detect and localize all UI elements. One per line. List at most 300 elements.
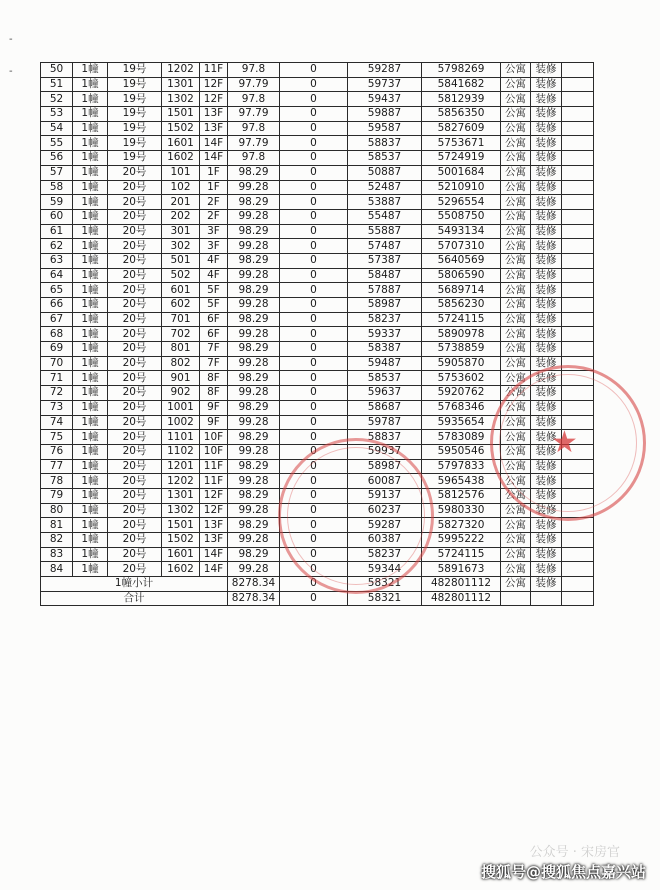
unit-price-cell: 50887 <box>348 165 422 180</box>
floor-cell: 13F <box>200 107 228 122</box>
unit-price-cell: 59937 <box>348 444 422 459</box>
usage-cell: 公寓 <box>501 488 531 503</box>
row-number-cell: 75 <box>41 430 73 445</box>
zero-value-cell: 0 <box>280 195 348 210</box>
usage-cell: 公寓 <box>501 195 531 210</box>
unit-block-cell: 20号 <box>108 488 162 503</box>
building-cell: 1幢 <box>73 459 108 474</box>
zero-value-cell: 0 <box>280 577 348 592</box>
row-number-cell: 70 <box>41 356 73 371</box>
unit-block-cell: 20号 <box>108 342 162 357</box>
building-cell: 1幢 <box>73 195 108 210</box>
unit-block-cell: 20号 <box>108 386 162 401</box>
usage-cell: 公寓 <box>501 92 531 107</box>
table-row <box>41 180 594 195</box>
grand-total-row <box>41 591 594 606</box>
area-cell: 99.28 <box>228 356 280 371</box>
row-number-cell: 64 <box>41 268 73 283</box>
total-price-cell: 482801112 <box>422 577 501 592</box>
unit-block-cell: 20号 <box>108 253 162 268</box>
empty-cell <box>562 342 594 357</box>
empty-cell <box>562 209 594 224</box>
room-number-cell: 102 <box>162 180 200 195</box>
table-row <box>41 356 594 371</box>
table-row <box>41 444 594 459</box>
usage-cell <box>501 591 531 606</box>
empty-cell <box>562 63 594 78</box>
unit-block-cell: 20号 <box>108 562 162 577</box>
usage-cell: 公寓 <box>501 342 531 357</box>
unit-price-cell: 58537 <box>348 371 422 386</box>
area-cell: 99.28 <box>228 239 280 254</box>
total-price-cell: 5783089 <box>422 430 501 445</box>
decoration-cell: 装修 <box>531 459 562 474</box>
total-price-cell: 5724919 <box>422 151 501 166</box>
building-cell: 1幢 <box>73 298 108 313</box>
area-cell: 99.28 <box>228 180 280 195</box>
table-row <box>41 430 594 445</box>
total-price-cell: 5707310 <box>422 239 501 254</box>
unit-block-cell: 19号 <box>108 136 162 151</box>
decoration-cell: 装修 <box>531 136 562 151</box>
empty-cell <box>562 533 594 548</box>
total-price-cell: 5812576 <box>422 488 501 503</box>
room-number-cell: 802 <box>162 356 200 371</box>
floor-cell: 1F <box>200 165 228 180</box>
zero-value-cell: 0 <box>280 518 348 533</box>
zero-value-cell: 0 <box>280 224 348 239</box>
floor-cell: 10F <box>200 444 228 459</box>
floor-cell: 8F <box>200 386 228 401</box>
building-cell: 1幢 <box>73 151 108 166</box>
floor-cell: 13F <box>200 533 228 548</box>
room-number-cell: 801 <box>162 342 200 357</box>
empty-cell <box>562 577 594 592</box>
table-row <box>41 562 594 577</box>
unit-block-cell: 20号 <box>108 195 162 210</box>
usage-cell: 公寓 <box>501 121 531 136</box>
decoration-cell: 装修 <box>531 400 562 415</box>
empty-cell <box>562 165 594 180</box>
unit-block-cell: 20号 <box>108 371 162 386</box>
room-number-cell: 501 <box>162 253 200 268</box>
building-cell: 1幢 <box>73 268 108 283</box>
row-number-cell: 77 <box>41 459 73 474</box>
unit-block-cell: 20号 <box>108 283 162 298</box>
zero-value-cell: 0 <box>280 283 348 298</box>
unit-block-cell: 19号 <box>108 77 162 92</box>
row-number-cell: 54 <box>41 121 73 136</box>
decoration-cell: 装修 <box>531 503 562 518</box>
decoration-cell: 装修 <box>531 298 562 313</box>
building-cell: 1幢 <box>73 488 108 503</box>
table-row <box>41 209 594 224</box>
empty-cell <box>562 195 594 210</box>
zero-value-cell: 0 <box>280 165 348 180</box>
empty-cell <box>562 371 594 386</box>
room-number-cell: 1501 <box>162 518 200 533</box>
empty-cell <box>562 268 594 283</box>
zero-value-cell: 0 <box>280 327 348 342</box>
total-price-cell: 5210910 <box>422 180 501 195</box>
room-number-cell: 1202 <box>162 474 200 489</box>
zero-value-cell: 0 <box>280 342 348 357</box>
row-number-cell: 84 <box>41 562 73 577</box>
row-number-cell: 81 <box>41 518 73 533</box>
room-number-cell: 1202 <box>162 63 200 78</box>
area-cell: 98.29 <box>228 195 280 210</box>
area-cell: 98.29 <box>228 283 280 298</box>
table-row <box>41 533 594 548</box>
floor-cell: 14F <box>200 562 228 577</box>
zero-value-cell: 0 <box>280 371 348 386</box>
decoration-cell: 装修 <box>531 386 562 401</box>
floor-cell: 12F <box>200 77 228 92</box>
unit-price-cell: 58837 <box>348 430 422 445</box>
room-number-cell: 1102 <box>162 444 200 459</box>
area-cell: 98.29 <box>228 430 280 445</box>
empty-cell <box>562 253 594 268</box>
decoration-cell: 装修 <box>531 180 562 195</box>
building-cell: 1幢 <box>73 474 108 489</box>
decoration-cell: 装修 <box>531 239 562 254</box>
unit-block-cell: 20号 <box>108 165 162 180</box>
floor-cell: 1F <box>200 180 228 195</box>
usage-cell: 公寓 <box>501 386 531 401</box>
table-row <box>41 195 594 210</box>
building-cell: 1幢 <box>73 312 108 327</box>
area-cell: 99.28 <box>228 474 280 489</box>
table-row <box>41 239 594 254</box>
zero-value-cell: 0 <box>280 591 348 606</box>
zero-value-cell: 0 <box>280 63 348 78</box>
usage-cell: 公寓 <box>501 312 531 327</box>
unit-price-cell: 59287 <box>348 518 422 533</box>
price-list-table <box>40 62 594 606</box>
area-cell: 99.28 <box>228 298 280 313</box>
unit-price-cell: 55487 <box>348 209 422 224</box>
unit-block-cell: 19号 <box>108 107 162 122</box>
unit-price-cell: 59737 <box>348 77 422 92</box>
zero-value-cell: 0 <box>280 209 348 224</box>
table-row <box>41 386 594 401</box>
floor-cell: 5F <box>200 283 228 298</box>
floor-cell: 12F <box>200 488 228 503</box>
usage-cell: 公寓 <box>501 63 531 78</box>
zero-value-cell: 0 <box>280 430 348 445</box>
row-number-cell: 72 <box>41 386 73 401</box>
empty-cell <box>562 444 594 459</box>
row-number-cell: 71 <box>41 371 73 386</box>
empty-cell <box>562 386 594 401</box>
room-number-cell: 901 <box>162 371 200 386</box>
floor-cell: 14F <box>200 151 228 166</box>
usage-cell: 公寓 <box>501 562 531 577</box>
empty-cell <box>562 107 594 122</box>
building-cell: 1幢 <box>73 503 108 518</box>
floor-cell: 12F <box>200 92 228 107</box>
label-cell: 1幢小计 <box>41 577 228 592</box>
room-number-cell: 1502 <box>162 533 200 548</box>
area-cell: 98.29 <box>228 518 280 533</box>
zero-value-cell: 0 <box>280 107 348 122</box>
total-price-cell: 5950546 <box>422 444 501 459</box>
table-row <box>41 488 594 503</box>
building-cell: 1幢 <box>73 63 108 78</box>
decoration-cell: 装修 <box>531 371 562 386</box>
zero-value-cell: 0 <box>280 312 348 327</box>
unit-price-cell: 60387 <box>348 533 422 548</box>
unit-price-cell: 58237 <box>348 547 422 562</box>
room-number-cell: 1001 <box>162 400 200 415</box>
area-cell: 97.8 <box>228 92 280 107</box>
decoration-cell: 装修 <box>531 63 562 78</box>
total-price-cell: 5905870 <box>422 356 501 371</box>
room-number-cell: 202 <box>162 209 200 224</box>
usage-cell: 公寓 <box>501 547 531 562</box>
zero-value-cell: 0 <box>280 136 348 151</box>
table-row <box>41 415 594 430</box>
subtotal-row <box>41 577 594 592</box>
empty-cell <box>562 356 594 371</box>
unit-price-cell: 60237 <box>348 503 422 518</box>
room-number-cell: 601 <box>162 283 200 298</box>
floor-cell: 6F <box>200 312 228 327</box>
row-number-cell: 79 <box>41 488 73 503</box>
floor-cell: 4F <box>200 253 228 268</box>
total-price-cell: 5827609 <box>422 121 501 136</box>
unit-block-cell: 20号 <box>108 503 162 518</box>
decoration-cell: 装修 <box>531 107 562 122</box>
usage-cell: 公寓 <box>501 268 531 283</box>
room-number-cell: 1601 <box>162 136 200 151</box>
room-number-cell: 1601 <box>162 547 200 562</box>
room-number-cell: 1502 <box>162 121 200 136</box>
empty-cell <box>562 430 594 445</box>
empty-cell <box>562 591 594 606</box>
building-cell: 1幢 <box>73 356 108 371</box>
total-price-cell: 5797833 <box>422 459 501 474</box>
area-cell: 98.29 <box>228 312 280 327</box>
building-cell: 1幢 <box>73 165 108 180</box>
unit-price-cell: 59137 <box>348 488 422 503</box>
usage-cell: 公寓 <box>501 503 531 518</box>
unit-block-cell: 19号 <box>108 92 162 107</box>
decoration-cell: 装修 <box>531 327 562 342</box>
row-number-cell: 59 <box>41 195 73 210</box>
empty-cell <box>562 415 594 430</box>
empty-cell <box>562 400 594 415</box>
unit-price-cell: 59587 <box>348 121 422 136</box>
usage-cell: 公寓 <box>501 400 531 415</box>
row-number-cell: 82 <box>41 533 73 548</box>
area-cell: 99.28 <box>228 562 280 577</box>
floor-cell: 12F <box>200 503 228 518</box>
unit-block-cell: 20号 <box>108 444 162 459</box>
area-cell: 97.8 <box>228 151 280 166</box>
zero-value-cell: 0 <box>280 298 348 313</box>
decoration-cell: 装修 <box>531 415 562 430</box>
zero-value-cell: 0 <box>280 121 348 136</box>
unit-block-cell: 20号 <box>108 268 162 283</box>
total-price-cell: 5995222 <box>422 533 501 548</box>
decoration-cell: 装修 <box>531 547 562 562</box>
unit-price-cell: 57387 <box>348 253 422 268</box>
area-cell: 99.28 <box>228 268 280 283</box>
zero-value-cell: 0 <box>280 180 348 195</box>
unit-price-cell: 58837 <box>348 136 422 151</box>
unit-price-cell: 57487 <box>348 239 422 254</box>
decoration-cell: 装修 <box>531 151 562 166</box>
row-number-cell: 57 <box>41 165 73 180</box>
building-cell: 1幢 <box>73 533 108 548</box>
total-price-cell: 5753602 <box>422 371 501 386</box>
row-number-cell: 69 <box>41 342 73 357</box>
usage-cell: 公寓 <box>501 209 531 224</box>
unit-price-cell: 60087 <box>348 474 422 489</box>
decoration-cell: 装修 <box>531 224 562 239</box>
area-cell: 97.79 <box>228 136 280 151</box>
unit-block-cell: 20号 <box>108 327 162 342</box>
room-number-cell: 101 <box>162 165 200 180</box>
usage-cell: 公寓 <box>501 224 531 239</box>
zero-value-cell: 0 <box>280 400 348 415</box>
room-number-cell: 1301 <box>162 77 200 92</box>
floor-cell: 11F <box>200 459 228 474</box>
floor-cell: 6F <box>200 327 228 342</box>
building-cell: 1幢 <box>73 342 108 357</box>
table-row <box>41 268 594 283</box>
area-cell: 8278.34 <box>228 577 280 592</box>
room-number-cell: 1602 <box>162 562 200 577</box>
floor-cell: 9F <box>200 415 228 430</box>
unit-price-cell: 59437 <box>348 92 422 107</box>
zero-value-cell: 0 <box>280 239 348 254</box>
unit-price-cell: 59344 <box>348 562 422 577</box>
unit-block-cell: 20号 <box>108 533 162 548</box>
unit-price-cell: 58321 <box>348 591 422 606</box>
table-row <box>41 342 594 357</box>
empty-cell <box>562 518 594 533</box>
empty-cell <box>562 547 594 562</box>
total-price-cell: 5841682 <box>422 77 501 92</box>
usage-cell: 公寓 <box>501 533 531 548</box>
row-number-cell: 60 <box>41 209 73 224</box>
zero-value-cell: 0 <box>280 503 348 518</box>
unit-price-cell: 59887 <box>348 107 422 122</box>
label-cell: 合计 <box>41 591 228 606</box>
building-cell: 1幢 <box>73 180 108 195</box>
table-row <box>41 283 594 298</box>
decoration-cell: 装修 <box>531 474 562 489</box>
row-number-cell: 78 <box>41 474 73 489</box>
decoration-cell: 装修 <box>531 268 562 283</box>
unit-price-cell: 59787 <box>348 415 422 430</box>
room-number-cell: 1602 <box>162 151 200 166</box>
area-cell: 98.29 <box>228 224 280 239</box>
empty-cell <box>562 283 594 298</box>
decoration-cell: 装修 <box>531 312 562 327</box>
empty-cell <box>562 474 594 489</box>
floor-cell: 7F <box>200 342 228 357</box>
unit-price-cell: 58487 <box>348 268 422 283</box>
total-price-cell: 5689714 <box>422 283 501 298</box>
area-cell: 98.29 <box>228 371 280 386</box>
total-price-cell: 5920762 <box>422 386 501 401</box>
unit-price-cell: 59337 <box>348 327 422 342</box>
row-number-cell: 80 <box>41 503 73 518</box>
floor-cell: 5F <box>200 298 228 313</box>
zero-value-cell: 0 <box>280 533 348 548</box>
usage-cell: 公寓 <box>501 577 531 592</box>
decoration-cell: 装修 <box>531 488 562 503</box>
decoration-cell: 装修 <box>531 444 562 459</box>
table-row <box>41 547 594 562</box>
building-cell: 1幢 <box>73 327 108 342</box>
row-number-cell: 66 <box>41 298 73 313</box>
table-row <box>41 151 594 166</box>
usage-cell: 公寓 <box>501 415 531 430</box>
total-price-cell: 5935654 <box>422 415 501 430</box>
total-price-cell: 5493134 <box>422 224 501 239</box>
table-row <box>41 224 594 239</box>
unit-price-cell: 58987 <box>348 298 422 313</box>
room-number-cell: 1301 <box>162 488 200 503</box>
usage-cell: 公寓 <box>501 165 531 180</box>
decoration-cell: 装修 <box>531 577 562 592</box>
row-number-cell: 83 <box>41 547 73 562</box>
empty-cell <box>562 503 594 518</box>
room-number-cell: 502 <box>162 268 200 283</box>
table-row <box>41 400 594 415</box>
floor-cell: 11F <box>200 63 228 78</box>
room-number-cell: 1002 <box>162 415 200 430</box>
usage-cell: 公寓 <box>501 474 531 489</box>
unit-block-cell: 20号 <box>108 298 162 313</box>
building-cell: 1幢 <box>73 371 108 386</box>
total-price-cell: 5812939 <box>422 92 501 107</box>
table-row <box>41 312 594 327</box>
row-number-cell: 51 <box>41 77 73 92</box>
area-cell: 99.28 <box>228 386 280 401</box>
table-row <box>41 459 594 474</box>
row-number-cell: 58 <box>41 180 73 195</box>
total-price-cell: 5296554 <box>422 195 501 210</box>
building-cell: 1幢 <box>73 107 108 122</box>
decoration-cell: 装修 <box>531 518 562 533</box>
usage-cell: 公寓 <box>501 444 531 459</box>
total-price-cell: 5827320 <box>422 518 501 533</box>
unit-price-cell: 59637 <box>348 386 422 401</box>
decoration-cell: 装修 <box>531 430 562 445</box>
building-cell: 1幢 <box>73 547 108 562</box>
floor-cell: 14F <box>200 136 228 151</box>
row-number-cell: 63 <box>41 253 73 268</box>
watermark: 搜狐号@搜狐焦点嘉兴站 <box>480 863 646 881</box>
room-number-cell: 902 <box>162 386 200 401</box>
decoration-cell: 装修 <box>531 195 562 210</box>
area-cell: 98.29 <box>228 488 280 503</box>
room-number-cell: 702 <box>162 327 200 342</box>
area-cell: 99.28 <box>228 327 280 342</box>
building-cell: 1幢 <box>73 444 108 459</box>
edge-mark: - <box>9 34 13 45</box>
room-number-cell: 1101 <box>162 430 200 445</box>
zero-value-cell: 0 <box>280 92 348 107</box>
usage-cell: 公寓 <box>501 356 531 371</box>
area-cell: 97.8 <box>228 63 280 78</box>
table-row <box>41 503 594 518</box>
